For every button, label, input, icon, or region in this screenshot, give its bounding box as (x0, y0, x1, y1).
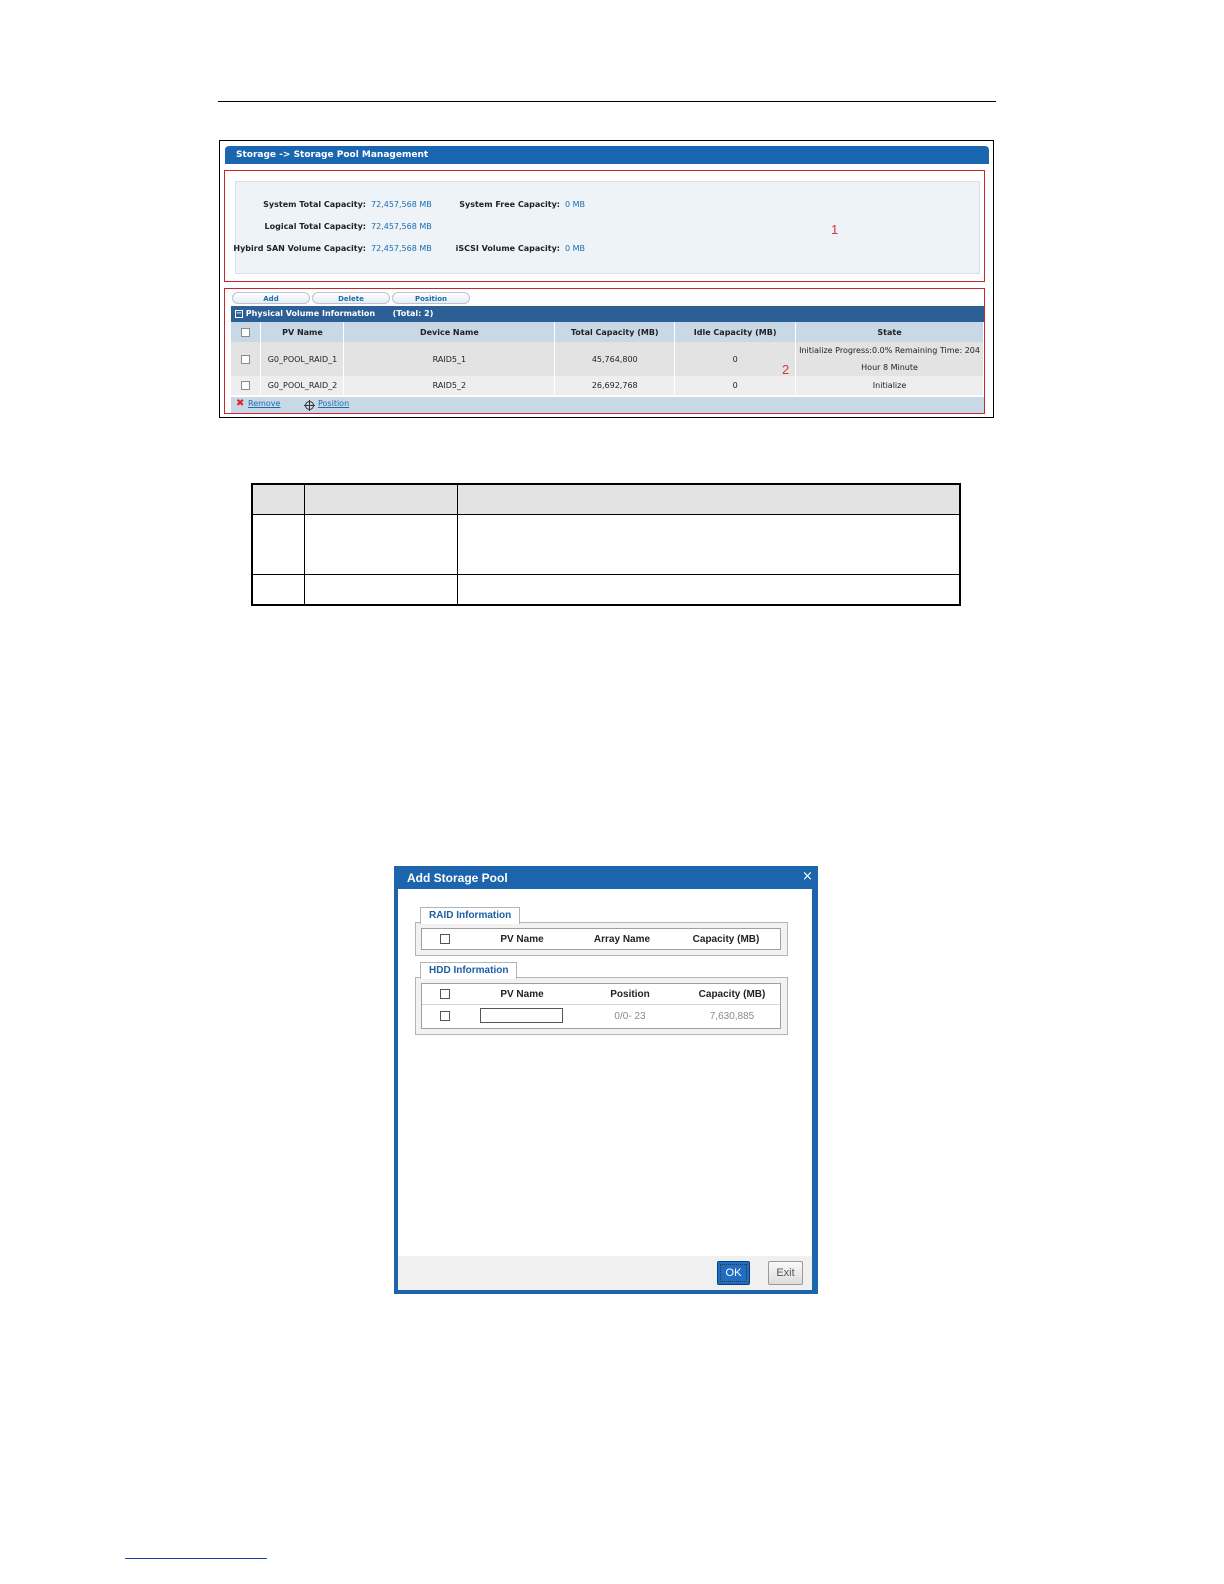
exit-button[interactable]: Exit (768, 1261, 803, 1285)
collapse-icon[interactable]: − (236, 308, 242, 317)
tab-hdd-information[interactable]: HDD Information (420, 962, 517, 979)
table-divider (304, 485, 305, 604)
add-button[interactable]: Add (232, 292, 310, 304)
hybrid-san-label: Hybird SAN Volume Capacity: (233, 244, 366, 253)
hdd-select-all-checkbox[interactable] (440, 989, 450, 999)
raid-col-capacity[interactable]: Capacity (MB) (692, 934, 760, 945)
hdd-row-checkbox[interactable] (440, 1011, 450, 1021)
hdd-col-position[interactable]: Position (610, 989, 650, 1000)
row-checkbox[interactable] (241, 355, 250, 364)
state-text: Initialize Progress:0.0% Remaining Time: 204 Hour 8 Minute (799, 346, 980, 372)
tab-raid-information[interactable]: RAID Information (420, 907, 520, 924)
table-divider (253, 574, 959, 575)
description-table-header (253, 485, 959, 514)
state-cell: Initialize (796, 376, 984, 395)
system-total-label: System Total Capacity: (263, 200, 366, 209)
hdd-col-capacity[interactable]: Capacity (MB) (698, 989, 766, 1000)
pv-section-total: (Total: 2) (392, 309, 434, 318)
raid-col-array-name[interactable]: Array Name (593, 934, 651, 945)
logical-total-value: 72,457,568 MB (371, 222, 432, 231)
ok-button[interactable]: OK (717, 1261, 750, 1285)
callout-number-2: 2 (782, 362, 790, 377)
hdd-capacity-value: 7,630,885 (709, 1011, 755, 1022)
device-cell: RAID5_2 (344, 376, 555, 395)
pv-name-cell: G0_POOL_RAID_1 (261, 342, 344, 376)
position-button[interactable]: Position (392, 292, 470, 304)
table-divider (457, 485, 458, 604)
idle-capacity-cell: 0 (675, 376, 796, 395)
pv-name-input[interactable] (480, 1008, 563, 1023)
close-icon[interactable]: × (802, 869, 813, 884)
total-capacity-cell: 26,692,768 (555, 376, 675, 395)
logical-total-label: Logical Total Capacity: (264, 222, 366, 231)
device-cell: RAID5_1 (344, 342, 555, 376)
col-header[interactable]: Device Name (344, 322, 555, 342)
hdd-col-pv-name[interactable]: PV Name (500, 989, 544, 1000)
row-select-cell (231, 376, 261, 395)
pv-section-title: Physical Volume Information (245, 309, 376, 318)
iscsi-value: 0 MB (565, 244, 586, 253)
row-checkbox[interactable] (241, 381, 250, 390)
page-title: Storage -> Storage Pool Management (225, 146, 989, 164)
remove-icon[interactable]: ✖ (236, 398, 245, 409)
raid-col-pv-name[interactable]: PV Name (500, 934, 544, 945)
system-free-label: System Free Capacity: (459, 200, 560, 209)
pv-name-cell: G0_POOL_RAID_2 (261, 376, 344, 395)
pv-table (231, 322, 984, 395)
hdd-position-value: 0/0- 23 (614, 1011, 646, 1022)
state-cell (796, 342, 984, 376)
col-header[interactable]: State (796, 322, 984, 342)
table-row[interactable] (231, 342, 984, 376)
col-header[interactable]: PV Name (261, 322, 344, 342)
callout-number-1: 1 (831, 222, 839, 237)
raid-select-all-checkbox[interactable] (440, 934, 450, 944)
system-total-value: 72,457,568 MB (371, 200, 432, 209)
select-all-cell (231, 322, 261, 342)
position-link[interactable]: Position (318, 399, 350, 408)
remove-link[interactable]: Remove (248, 399, 281, 408)
col-header[interactable]: Idle Capacity (MB) (675, 322, 796, 342)
table-header-row (231, 322, 984, 342)
table-row[interactable] (231, 376, 984, 395)
footer-rule (125, 1558, 267, 1559)
table-divider (253, 514, 959, 515)
delete-button[interactable]: Delete (312, 292, 390, 304)
dialog-title: Add Storage Pool (407, 871, 508, 885)
crosshair-icon[interactable] (304, 400, 315, 411)
system-free-value: 0 MB (565, 200, 586, 209)
grid-divider (422, 1004, 780, 1005)
iscsi-label: iSCSI Volume Capacity: (455, 244, 560, 253)
col-header[interactable]: Total Capacity (MB) (555, 322, 675, 342)
hybrid-san-value: 72,457,568 MB (371, 244, 432, 253)
idle-capacity-cell: 0 (675, 342, 796, 376)
pv-section-header[interactable] (231, 306, 984, 322)
total-capacity-cell: 45,764,800 (555, 342, 675, 376)
select-all-checkbox[interactable] (241, 328, 250, 337)
header-rule (218, 101, 996, 102)
row-select-cell (231, 342, 261, 376)
